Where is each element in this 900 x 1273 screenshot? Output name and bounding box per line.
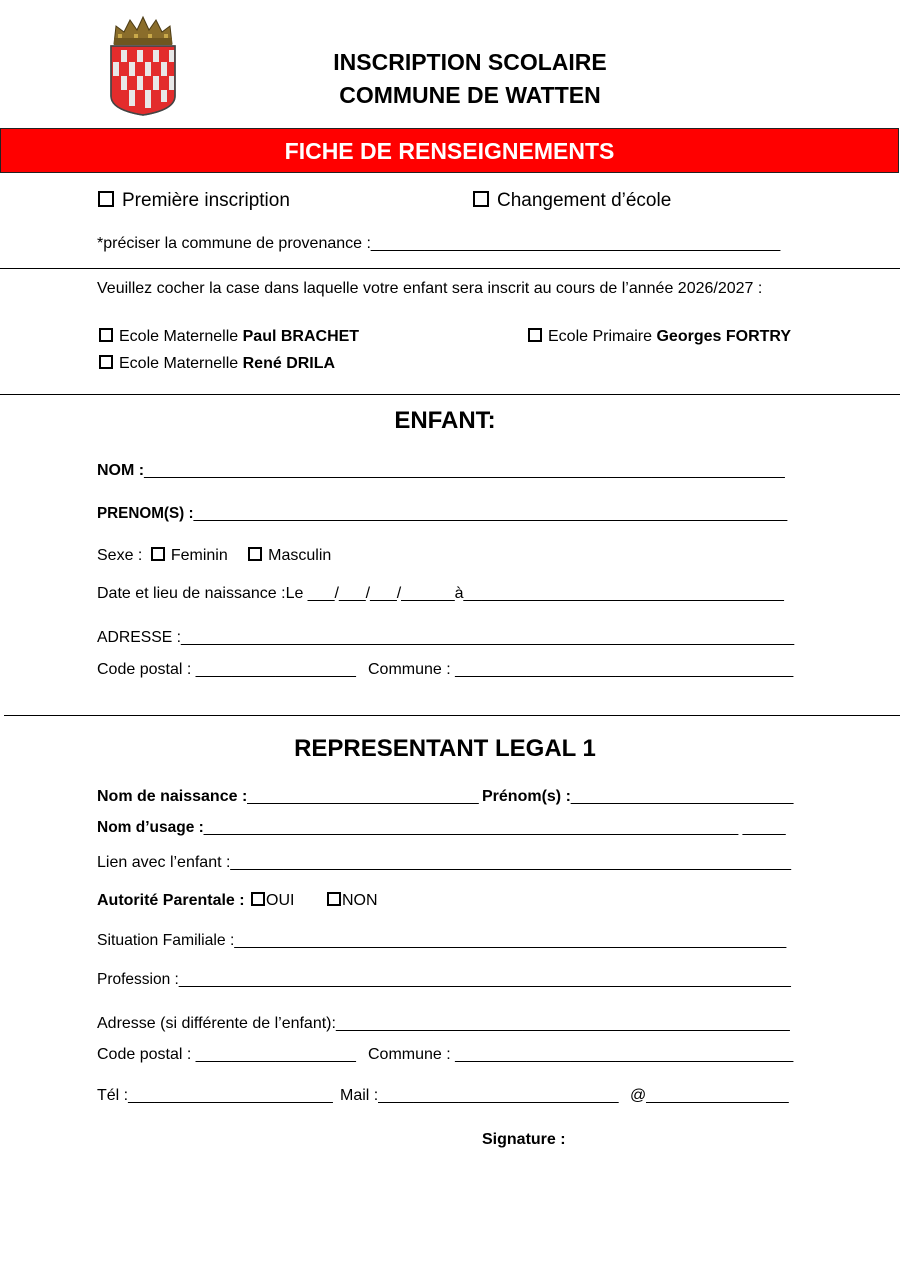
school-prefix: Ecole Maternelle xyxy=(119,355,243,372)
school-name: René DRILA xyxy=(242,355,336,372)
rep-adresse-field[interactable]: Adresse (si différente de l’enfant):___________________________________________________ xyxy=(97,1015,790,1032)
checkbox-non-icon[interactable] xyxy=(327,892,341,906)
rep-prenoms-line[interactable]: _________________________ xyxy=(570,788,794,805)
rep-mail-domain-field[interactable]: @________________ xyxy=(630,1087,789,1104)
child-prenom-label: PRENOM(S) : xyxy=(97,505,194,522)
label-changement-ecole: Changement d’école xyxy=(497,190,672,211)
rep-tel-field[interactable]: Tél :_______________________ xyxy=(97,1087,333,1104)
checkbox-feminin-icon[interactable] xyxy=(151,547,165,561)
checkbox-box-icon[interactable] xyxy=(99,355,113,369)
school-instruction: Veuillez cocher la case dans laquelle votre enfant sera inscrit au cours de l’année 2026/2027 : xyxy=(97,280,763,297)
child-prenom-field[interactable] xyxy=(97,504,787,524)
child-prenom-line[interactable]: ______________________________________________________________________ xyxy=(193,505,788,522)
banner-fiche: FICHE DE RENSEIGNEMENTS xyxy=(0,128,899,173)
school-prefix: Ecole Primaire xyxy=(548,328,657,345)
label-premiere-inscription: Première inscription xyxy=(122,190,290,211)
checkbox-school-rene-drila[interactable] xyxy=(99,354,335,374)
rep-nom-naissance-label: Nom de naissance : xyxy=(97,788,248,805)
label-masculin: Masculin xyxy=(268,547,332,564)
divider xyxy=(0,394,900,395)
rep-mail-field[interactable]: Mail :___________________________ xyxy=(340,1087,619,1104)
divider xyxy=(4,715,900,716)
checkbox-box-icon[interactable] xyxy=(473,191,489,207)
label-oui: OUI xyxy=(266,892,295,909)
signature-label: Signature : xyxy=(482,1131,566,1148)
rep-autorite-row xyxy=(97,891,378,911)
checkbox-oui-icon[interactable] xyxy=(251,892,265,906)
label-non: NON xyxy=(341,892,378,909)
provenance-field[interactable]: *préciser la commune de provenance :______________________________________________ xyxy=(97,235,781,252)
divider xyxy=(0,268,900,269)
rep-commune-field[interactable]: Commune : ______________________________________ xyxy=(368,1046,794,1063)
section-heading-representant: REPRESENTANT LEGAL 1 xyxy=(294,735,596,762)
rep-prenoms-field[interactable] xyxy=(482,787,793,807)
rep-nom-usage-field[interactable] xyxy=(97,818,786,838)
sexe-label: Sexe : xyxy=(97,547,143,564)
rep-nom-naissance-line[interactable]: __________________________ xyxy=(247,788,479,805)
school-name: Paul BRACHET xyxy=(242,328,360,345)
rep-code-postal-field[interactable]: Code postal : __________________ xyxy=(97,1046,356,1063)
checkbox-box-icon[interactable] xyxy=(99,328,113,342)
checkbox-masculin-icon[interactable] xyxy=(248,547,262,561)
rep-lien-field[interactable]: Lien avec l’enfant :_______________________________________________________________ xyxy=(97,854,792,871)
school-prefix: Ecole Maternelle xyxy=(119,328,243,345)
checkbox-box-icon[interactable] xyxy=(98,191,114,207)
autorite-label: Autorité Parentale : xyxy=(97,892,245,909)
checkbox-school-georges-fortry[interactable] xyxy=(528,327,791,347)
rep-profession-field[interactable]: Profession :_______________________________________________________________________ xyxy=(97,971,791,988)
child-code-postal-field[interactable]: Code postal : __________________ xyxy=(97,661,356,678)
rep-nom-naissance-field[interactable] xyxy=(97,787,479,807)
checkbox-school-paul-brachet[interactable] xyxy=(99,327,359,347)
checkbox-box-icon[interactable] xyxy=(528,328,542,342)
rep-prenoms-label: Prénom(s) : xyxy=(482,788,571,805)
child-nom-label: NOM : xyxy=(97,462,145,479)
child-commune-field[interactable]: Commune : ______________________________________ xyxy=(368,661,794,678)
child-nom-field[interactable] xyxy=(97,461,785,481)
child-sexe-row xyxy=(97,546,331,566)
title-line-2: COMMUNE DE WATTEN xyxy=(339,82,601,108)
checkbox-premiere-inscription[interactable] xyxy=(98,189,290,213)
label-feminin: Feminin xyxy=(170,547,228,564)
child-adresse-field[interactable]: ADRESSE :______________________________________________________________________ xyxy=(97,629,795,646)
checkbox-changement-ecole[interactable] xyxy=(473,189,671,213)
rep-nom-usage-label: Nom d’usage : xyxy=(97,819,204,836)
rep-nom-usage-line[interactable]: ______________________________________________________________ _____ xyxy=(203,819,786,836)
rep-situation-field[interactable]: Situation Familiale :_______________________________________________________________ xyxy=(97,932,787,949)
child-nom-line[interactable]: ________________________________________________________________________ xyxy=(144,462,785,479)
title-line-1: INSCRIPTION SCOLAIRE xyxy=(333,49,607,75)
section-heading-enfant: ENFANT: xyxy=(394,407,496,434)
school-name: Georges FORTRY xyxy=(656,328,792,345)
child-naissance-field[interactable]: Date et lieu de naissance :Le ___/___/___/______à____________________________________ xyxy=(97,585,784,602)
